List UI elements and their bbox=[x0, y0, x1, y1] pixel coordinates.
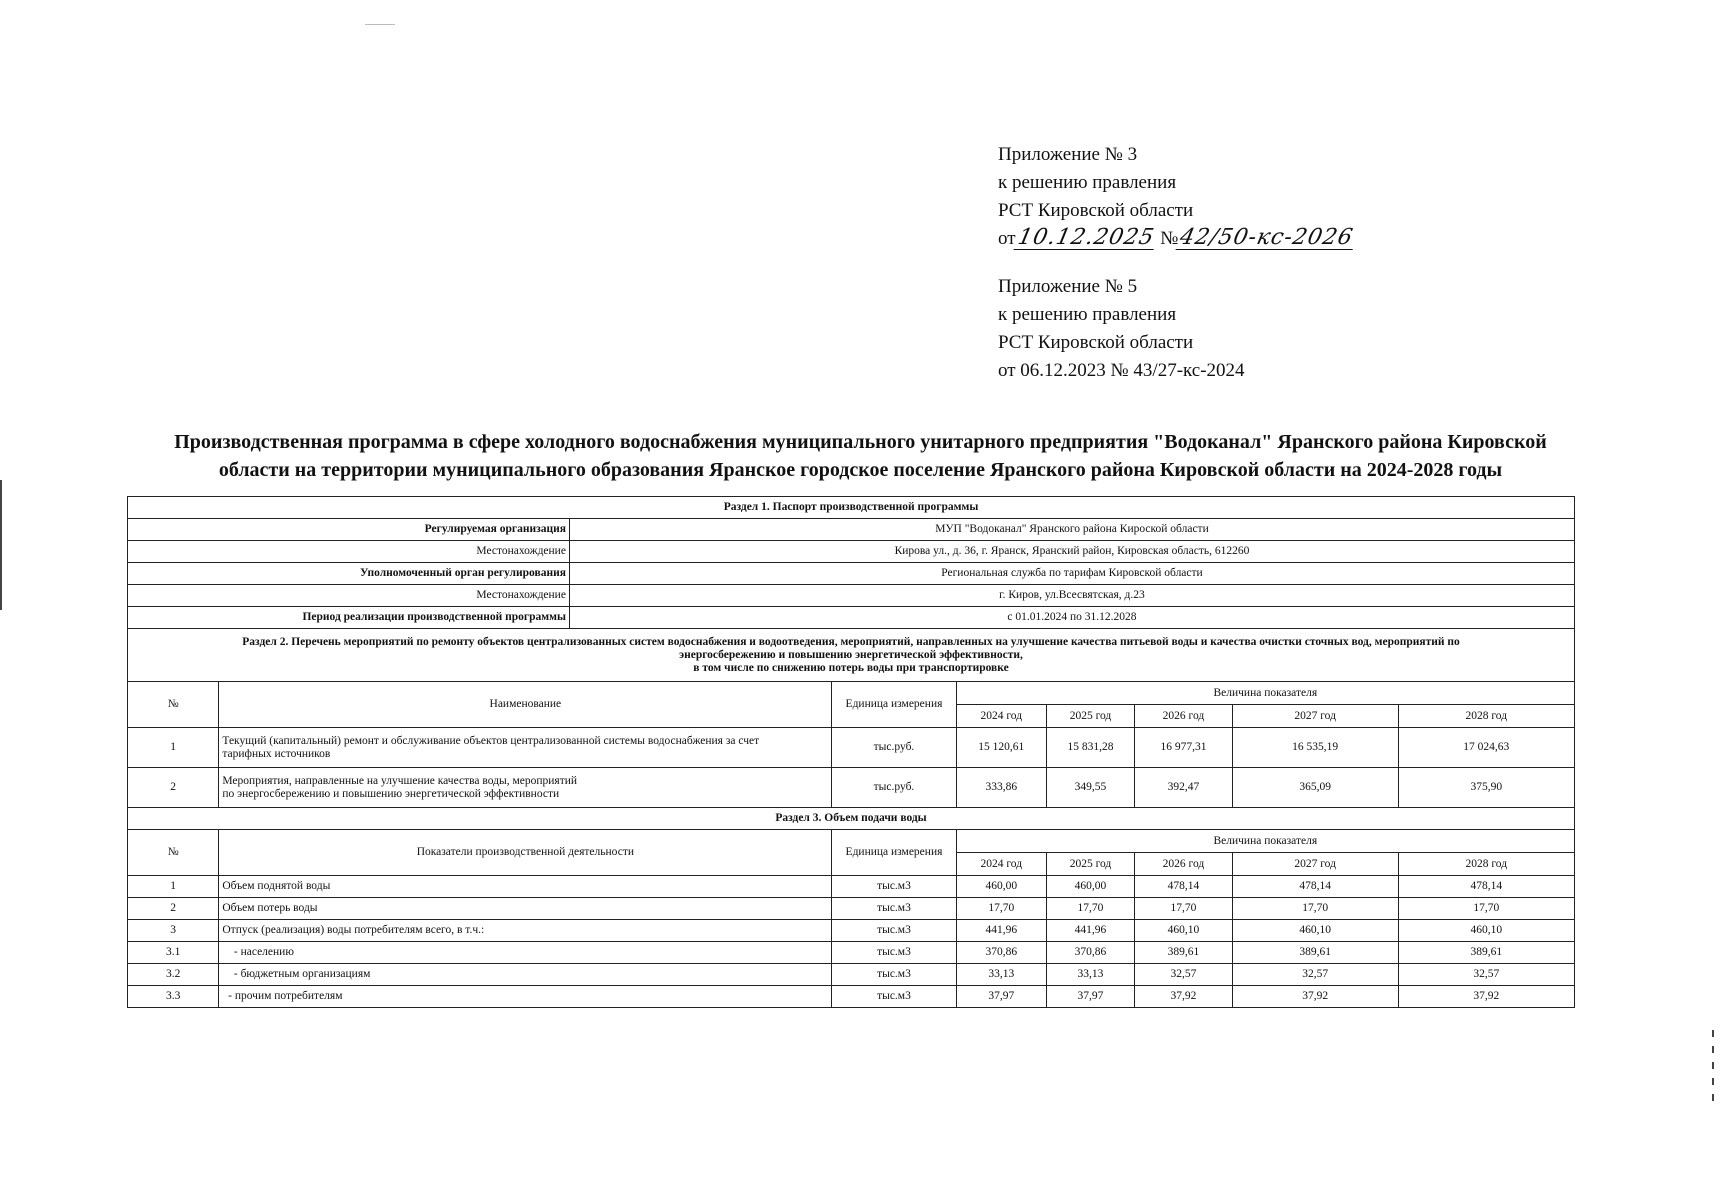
col-header-unit: Единица измерения bbox=[832, 830, 956, 876]
year-header: 2026 год bbox=[1135, 853, 1233, 876]
year-header: 2025 год bbox=[1046, 705, 1134, 728]
scan-edge-mark bbox=[1712, 1094, 1714, 1101]
handwritten-number: 42/50-кс-2026 bbox=[1177, 225, 1357, 250]
row-name: Объем поднятой воды bbox=[219, 876, 832, 898]
row-number: 3 bbox=[128, 920, 219, 942]
handwritten-date: 10.12.2025 bbox=[1015, 225, 1157, 250]
heading-line: Раздел 2. Перечень мероприятий по ремонту объектов централизованных систем водоснабжения и водоотведения, мероприятий, направленных на улучшение качества питьевой воды и качества очистки сточных вод, мероприятий по bbox=[242, 635, 1460, 648]
table-row bbox=[128, 920, 1575, 942]
row-value: 370,86 bbox=[1046, 942, 1134, 964]
row-number: 3.3 bbox=[128, 986, 219, 1008]
table-row bbox=[128, 876, 1575, 898]
row-value: 460,00 bbox=[956, 876, 1046, 898]
table-row bbox=[128, 728, 1575, 768]
row-value: 37,92 bbox=[1398, 986, 1574, 1008]
row-value: 460,10 bbox=[1398, 920, 1574, 942]
row-value: 37,97 bbox=[956, 986, 1046, 1008]
row-unit: тыс.м3 bbox=[832, 898, 956, 920]
row-number: 1 bbox=[128, 876, 219, 898]
row-number: 1 bbox=[128, 728, 219, 768]
date-number-line bbox=[998, 225, 1355, 253]
passport-label: Период реализации производственной программы bbox=[128, 607, 570, 629]
scan-edge-mark bbox=[1712, 1030, 1714, 1037]
passport-row bbox=[128, 563, 1575, 585]
passport-value: Кирова ул., д. 36, г. Яранск, Яранский район, Кировская область, 612260 bbox=[569, 541, 1574, 563]
passport-value: г. Киров, ул.Всесвятская, д.23 bbox=[569, 585, 1574, 607]
row-unit: тыс.м3 bbox=[832, 964, 956, 986]
col-header-name: Показатели производственной деятельности bbox=[219, 830, 832, 876]
row-number: 2 bbox=[128, 898, 219, 920]
row-unit: тыс.м3 bbox=[832, 942, 956, 964]
row-value: 32,57 bbox=[1135, 964, 1233, 986]
scan-edge-mark bbox=[1712, 1046, 1714, 1053]
table-row bbox=[128, 898, 1575, 920]
row-value: 441,96 bbox=[956, 920, 1046, 942]
title-line: Производственная программа в сфере холодного водоснабжения муниципального унитарного предприятия "Водоканал" Яранского района Кировской bbox=[174, 431, 1547, 453]
row-value: 17,70 bbox=[1398, 898, 1574, 920]
section2-heading bbox=[128, 629, 1575, 682]
year-header: 2027 год bbox=[1232, 853, 1398, 876]
row-value: 365,09 bbox=[1232, 768, 1398, 808]
table-row bbox=[128, 964, 1575, 986]
row-value: 17 024,63 bbox=[1398, 728, 1574, 768]
passport-row bbox=[128, 607, 1575, 629]
scan-edge-mark bbox=[1712, 1062, 1714, 1069]
col-header-unit: Единица измерения bbox=[832, 682, 956, 728]
appendix-old-header bbox=[998, 273, 1245, 385]
name-line: тарифных источников bbox=[222, 747, 331, 760]
row-value: 478,14 bbox=[1135, 876, 1233, 898]
row-unit: тыс.м3 bbox=[832, 986, 956, 1008]
row-value: 37,92 bbox=[1232, 986, 1398, 1008]
passport-value: Региональная служба по тарифам Кировской области bbox=[569, 563, 1574, 585]
document-title bbox=[120, 428, 1601, 484]
row-value: 392,47 bbox=[1135, 768, 1233, 808]
row-value: 349,55 bbox=[1046, 768, 1134, 808]
row-value: 17,70 bbox=[956, 898, 1046, 920]
row-value: 375,90 bbox=[1398, 768, 1574, 808]
table-row bbox=[128, 986, 1575, 1008]
authority-line: РСТ Кировской области bbox=[998, 200, 1194, 221]
passport-label: Регулируемая организация bbox=[128, 519, 570, 541]
row-unit: тыс.руб. bbox=[832, 728, 956, 768]
row-value: 389,61 bbox=[1398, 942, 1574, 964]
row-value: 17,70 bbox=[1046, 898, 1134, 920]
passport-label: Уполномоченный орган регулирования bbox=[128, 563, 570, 585]
col-header-no: № bbox=[128, 682, 219, 728]
year-header: 2024 год bbox=[956, 705, 1046, 728]
passport-row bbox=[128, 585, 1575, 607]
date-prefix: от bbox=[998, 228, 1016, 249]
row-number: 3.2 bbox=[128, 964, 219, 986]
row-value: 460,00 bbox=[1046, 876, 1134, 898]
row-value: 16 535,19 bbox=[1232, 728, 1398, 768]
row-value: 441,96 bbox=[1046, 920, 1134, 942]
passport-value: МУП "Водоканал" Яранского района Кироской области bbox=[569, 519, 1574, 541]
row-value: 15 120,61 bbox=[956, 728, 1046, 768]
row-value: 16 977,31 bbox=[1135, 728, 1233, 768]
row-value: 460,10 bbox=[1135, 920, 1233, 942]
number-prefix: № bbox=[1160, 228, 1179, 249]
row-value: 32,57 bbox=[1232, 964, 1398, 986]
scan-edge-mark bbox=[0, 480, 2, 610]
appendix-number: Приложение № 5 bbox=[998, 276, 1138, 297]
appendix-new-header bbox=[998, 141, 1355, 253]
table-row bbox=[128, 768, 1575, 808]
row-value: 37,92 bbox=[1135, 986, 1233, 1008]
row-value: 389,61 bbox=[1232, 942, 1398, 964]
passport-row bbox=[128, 519, 1575, 541]
row-value: 460,10 bbox=[1232, 920, 1398, 942]
row-value: 33,13 bbox=[956, 964, 1046, 986]
year-header: 2028 год bbox=[1398, 853, 1574, 876]
year-header: 2028 год bbox=[1398, 705, 1574, 728]
appendix-number: Приложение № 3 bbox=[998, 144, 1138, 165]
scan-mark bbox=[365, 24, 395, 25]
row-name bbox=[219, 728, 832, 768]
col-header-value: Величина показателя bbox=[956, 830, 1574, 853]
row-name: Объем потерь воды bbox=[219, 898, 832, 920]
date-number-line: от 06.12.2023 № 43/27-кс-2024 bbox=[998, 360, 1245, 381]
scan-edge-mark bbox=[1712, 1078, 1714, 1085]
section3-heading: Раздел 3. Объем подачи воды bbox=[128, 808, 1575, 830]
row-value: 15 831,28 bbox=[1046, 728, 1134, 768]
row-number: 2 bbox=[128, 768, 219, 808]
year-header: 2027 год bbox=[1232, 705, 1398, 728]
name-line: по энергосбережению и повышению энергетической эффективности bbox=[222, 787, 560, 800]
row-value: 478,14 bbox=[1398, 876, 1574, 898]
row-name: - прочим потребителям bbox=[219, 986, 832, 1008]
passport-row bbox=[128, 541, 1575, 563]
production-program-table bbox=[127, 496, 1575, 1008]
year-header: 2025 год bbox=[1046, 853, 1134, 876]
authority-line: РСТ Кировской области bbox=[998, 332, 1194, 353]
row-name: - населению bbox=[219, 942, 832, 964]
col-header-name: Наименование bbox=[219, 682, 832, 728]
row-value: 333,86 bbox=[956, 768, 1046, 808]
section1-heading: Раздел 1. Паспорт производственной программы bbox=[128, 497, 1575, 519]
heading-line: энергосбережению и повышению энергетической эффективности, bbox=[679, 648, 1023, 661]
heading-line: в том числе по снижению потерь воды при транспортировке bbox=[693, 661, 1009, 674]
row-name: - бюджетным организациям bbox=[219, 964, 832, 986]
row-name: Отпуск (реализация) воды потребителям всего, в т.ч.: bbox=[219, 920, 832, 942]
decision-line: к решению правления bbox=[998, 172, 1177, 193]
row-value: 32,57 bbox=[1398, 964, 1574, 986]
row-value: 37,97 bbox=[1046, 986, 1134, 1008]
name-line: Текущий (капитальный) ремонт и обслуживание объектов централизованной системы водоснабжения за счет bbox=[222, 734, 760, 747]
row-value: 33,13 bbox=[1046, 964, 1134, 986]
row-name bbox=[219, 768, 832, 808]
decision-line: к решению правления bbox=[998, 304, 1177, 325]
row-value: 17,70 bbox=[1232, 898, 1398, 920]
table-row bbox=[128, 942, 1575, 964]
year-header: 2026 год bbox=[1135, 705, 1233, 728]
title-line: области на территории муниципального образования Яранское городское поселение Яранского района Кировской области на 2024-2028 годы bbox=[218, 459, 1503, 481]
passport-value: с 01.01.2024 по 31.12.2028 bbox=[569, 607, 1574, 629]
row-value: 478,14 bbox=[1232, 876, 1398, 898]
row-number: 3.1 bbox=[128, 942, 219, 964]
passport-label: Местонахождение bbox=[128, 585, 570, 607]
year-header: 2024 год bbox=[956, 853, 1046, 876]
name-line: Мероприятия, направленные на улучшение качества воды, мероприятий bbox=[222, 774, 578, 787]
row-unit: тыс.руб. bbox=[832, 768, 956, 808]
row-unit: тыс.м3 bbox=[832, 876, 956, 898]
row-unit: тыс.м3 bbox=[832, 920, 956, 942]
col-header-value: Величина показателя bbox=[956, 682, 1574, 705]
passport-label: Местонахождение bbox=[128, 541, 570, 563]
row-value: 389,61 bbox=[1135, 942, 1233, 964]
col-header-no: № bbox=[128, 830, 219, 876]
row-value: 370,86 bbox=[956, 942, 1046, 964]
row-value: 17,70 bbox=[1135, 898, 1233, 920]
